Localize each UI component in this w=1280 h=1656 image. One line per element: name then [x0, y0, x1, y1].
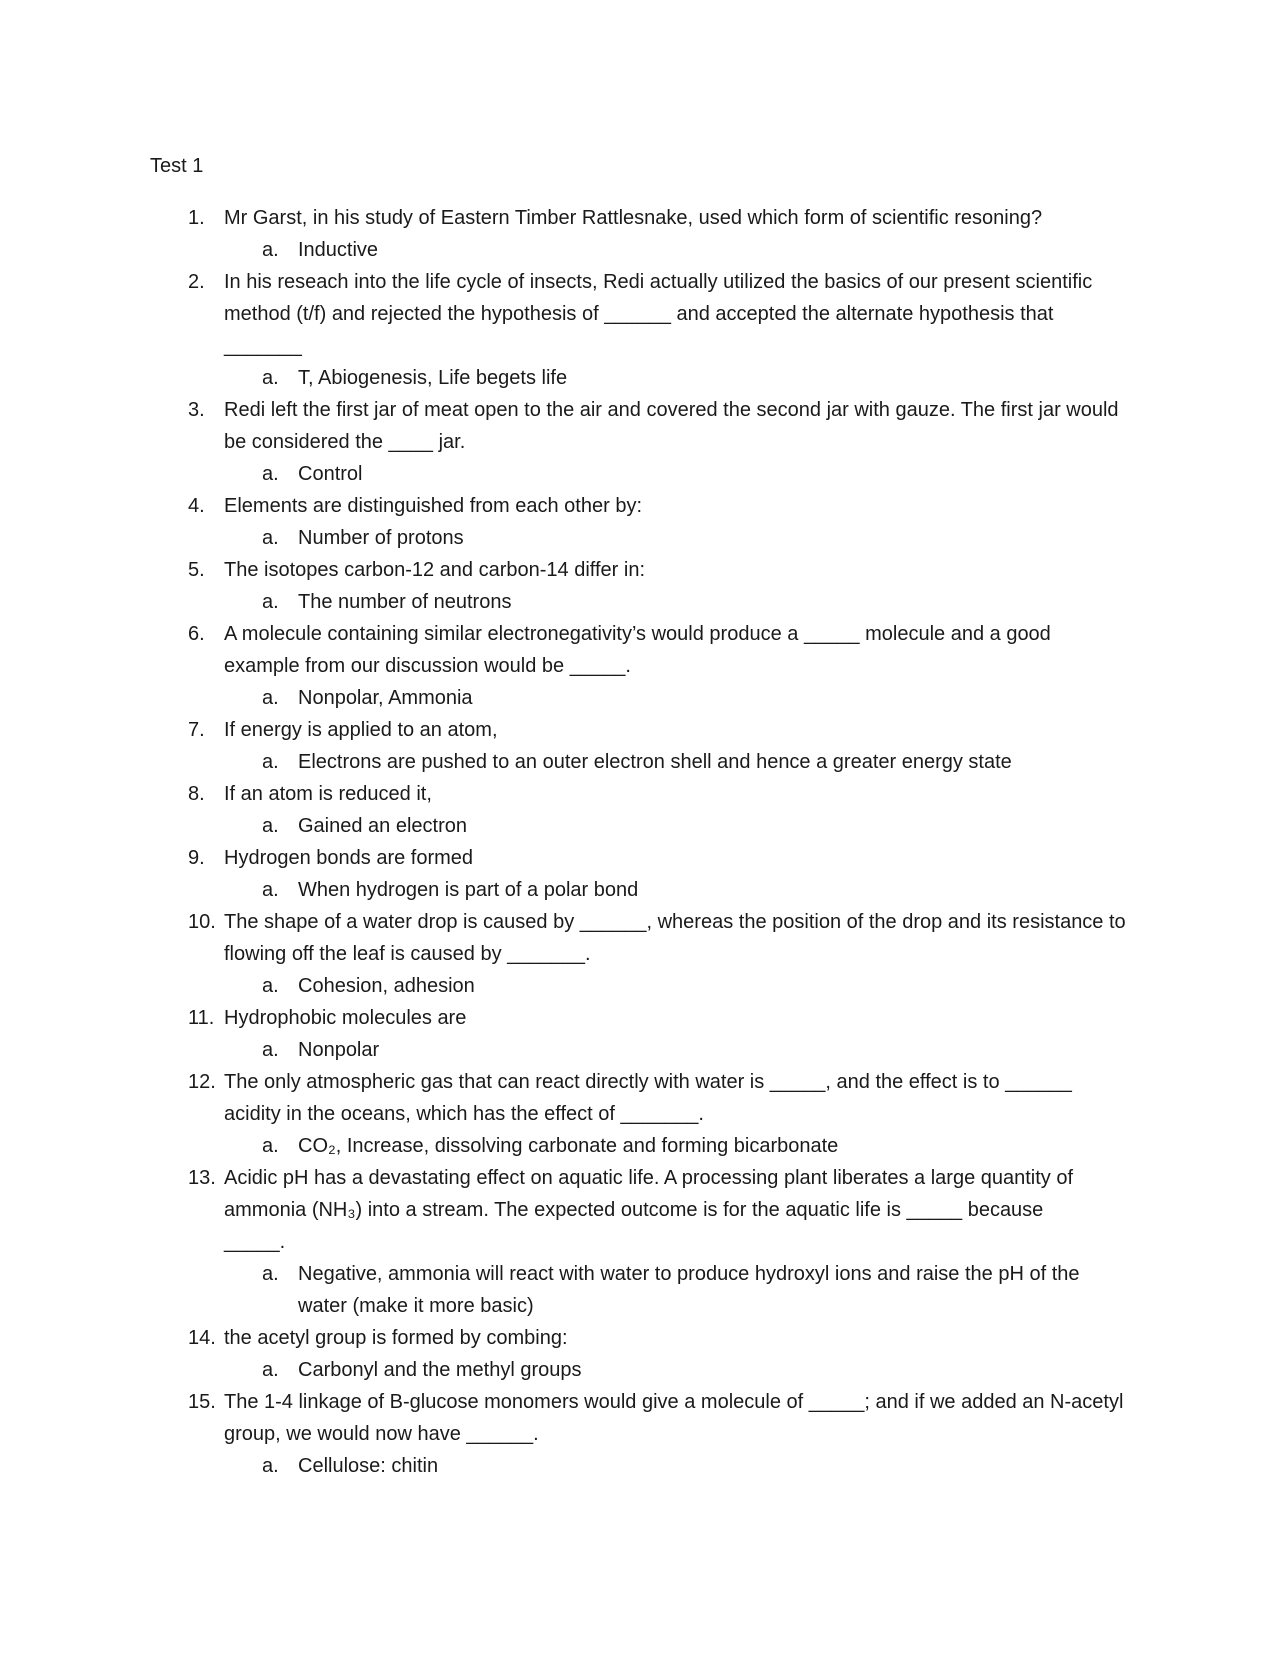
question-text: Redi left the first jar of meat open to the air and covered the second jar with gauze. The first jar would be considered the ____ jar.: [224, 399, 1119, 453]
question-text: Acidic pH has a devastating effect on aquatic life. A processing plant liberates a large quantity of ammonia (NH₃) into a stream. The expected outcome is for the aquatic life is _____ because: [224, 1167, 1074, 1221]
question-number: 1.: [188, 207, 205, 229]
question-number: 12.: [188, 1071, 216, 1093]
question-item: [150, 1066, 1130, 1162]
answer-label: a.: [262, 815, 279, 837]
answer-list: [224, 970, 1130, 1002]
answer-text: Cellulose: chitin: [298, 1455, 439, 1477]
question-item: [150, 266, 1130, 394]
question-text: The 1-4 linkage of B-glucose monomers would give a molecule of _____; and if we added an N-acetyl group, we would now have ______.: [224, 1391, 1124, 1445]
question-item: [150, 714, 1130, 778]
question-item: [150, 1322, 1130, 1386]
answer-label: a.: [262, 687, 279, 709]
answer-item: [224, 1450, 1130, 1482]
question-item: [150, 1162, 1130, 1322]
answer-item: [224, 234, 1130, 266]
answer-list: [224, 362, 1130, 394]
answer-text: Gained an electron: [298, 815, 468, 837]
answer-label: a.: [262, 1039, 279, 1061]
answer-label: a.: [262, 239, 279, 261]
question-text: Elements are distinguished from each other by:: [224, 495, 642, 517]
answer-label: a.: [262, 1135, 279, 1157]
question-text: The only atmospheric gas that can react directly with water is _____, and the effect is to ______ acidity in the oceans, which has the effect of _______.: [224, 1071, 1072, 1125]
question-item: [150, 394, 1130, 490]
answer-text: Nonpolar: [298, 1039, 380, 1061]
answer-text: Control: [298, 463, 363, 485]
question-number: 3.: [188, 399, 205, 421]
answer-item: [224, 1034, 1130, 1066]
answer-item: [224, 810, 1130, 842]
answer-item: [224, 746, 1130, 778]
answer-list: [224, 682, 1130, 714]
answer-item: [224, 586, 1130, 618]
answer-item: [224, 970, 1130, 1002]
answer-list: [224, 1354, 1130, 1386]
answer-item: [224, 682, 1130, 714]
answer-text: Negative, ammonia will react with water to produce hydroxyl ions and raise the pH of the water (make it more basic): [298, 1263, 1080, 1317]
answer-list: [224, 586, 1130, 618]
answer-text: The number of neutrons: [298, 591, 512, 613]
answer-label: a.: [262, 1359, 279, 1381]
question-text: Hydrogen bonds are formed: [224, 847, 474, 869]
question-item: [150, 554, 1130, 618]
question-item: [150, 202, 1130, 266]
answer-text: Electrons are pushed to an outer electron shell and hence a greater energy state: [298, 751, 1012, 773]
answer-text: When hydrogen is part of a polar bond: [298, 879, 639, 901]
answer-text: T, Abiogenesis, Life begets life: [298, 367, 568, 389]
answer-list: [224, 1450, 1130, 1482]
answer-label: a.: [262, 879, 279, 901]
question-item: [150, 842, 1130, 906]
question-number: 14.: [188, 1327, 216, 1349]
answer-item: [224, 874, 1130, 906]
question-number: 8.: [188, 783, 205, 805]
answer-text: Carbonyl and the methyl groups: [298, 1359, 582, 1381]
question-text: The isotopes carbon-12 and carbon-14 differ in:: [224, 559, 646, 581]
question-item: [150, 1002, 1130, 1066]
answer-label: a.: [262, 591, 279, 613]
question-item: [150, 1386, 1130, 1482]
question-text: Hydrophobic molecules are: [224, 1007, 467, 1029]
answer-item: [224, 458, 1130, 490]
answer-text: Inductive: [298, 239, 379, 261]
answer-item: [224, 522, 1130, 554]
answer-list: [224, 1130, 1130, 1162]
question-number: 15.: [188, 1391, 216, 1413]
question-text: The shape of a water drop is caused by ______, whereas the position of the drop and its resistance to flowing off the leaf is caused by _______.: [224, 911, 1126, 965]
question-number: 6.: [188, 623, 205, 645]
question-number: 7.: [188, 719, 205, 741]
answer-item: [224, 1354, 1130, 1386]
answer-list: [224, 234, 1130, 266]
answer-list: [224, 1034, 1130, 1066]
question-text: the acetyl group is formed by combing:: [224, 1327, 568, 1349]
answer-label: a.: [262, 1455, 279, 1477]
question-number: 5.: [188, 559, 205, 581]
question-text: If energy is applied to an atom,: [224, 719, 498, 741]
question-item: [150, 778, 1130, 842]
question-list: [150, 202, 1130, 1482]
answer-label: a.: [262, 751, 279, 773]
answer-label: a.: [262, 463, 279, 485]
answer-list: [224, 746, 1130, 778]
answer-item: [224, 1130, 1130, 1162]
answer-text: Number of protons: [298, 527, 464, 549]
question-text: A molecule containing similar electronegativity’s would produce a _____ molecule and a good example from our discussion would be _____.: [224, 623, 1051, 677]
question-number: 9.: [188, 847, 205, 869]
answer-list: [224, 874, 1130, 906]
question-number: 11.: [188, 1007, 215, 1029]
question-number: 2.: [188, 271, 205, 293]
question-text: In his reseach into the life cycle of insects, Redi actually utilized the basics of our present scientific method (t/f) and rejected the hypothesis of ______ and accepted the alternate hypothesis that _______: [224, 271, 1093, 357]
question-text-continued: _____.: [224, 1231, 286, 1253]
question-text: If an atom is reduced it,: [224, 783, 432, 805]
answer-text: CO₂, Increase, dissolving carbonate and forming bicarbonate: [298, 1135, 839, 1157]
answer-text: Nonpolar, Ammonia: [298, 687, 473, 709]
answer-item: [224, 362, 1130, 394]
answer-label: a.: [262, 367, 279, 389]
answer-list: [224, 810, 1130, 842]
answer-list: [224, 522, 1130, 554]
answer-label: a.: [262, 527, 279, 549]
answer-label: a.: [262, 975, 279, 997]
answer-label: a.: [262, 1263, 279, 1285]
document-title: Test 1: [150, 155, 204, 177]
answer-list: [224, 1258, 1130, 1322]
question-item: [150, 490, 1130, 554]
answer-item: [224, 1258, 1130, 1322]
answer-text: Cohesion, adhesion: [298, 975, 475, 997]
question-item: [150, 618, 1130, 714]
question-number: 10.: [188, 911, 216, 933]
question-text: Mr Garst, in his study of Eastern Timber Rattlesnake, used which form of scientific resoning?: [224, 207, 1043, 229]
question-number: 4.: [188, 495, 205, 517]
answer-list: [224, 458, 1130, 490]
question-number: 13.: [188, 1167, 216, 1189]
question-item: [150, 906, 1130, 1002]
